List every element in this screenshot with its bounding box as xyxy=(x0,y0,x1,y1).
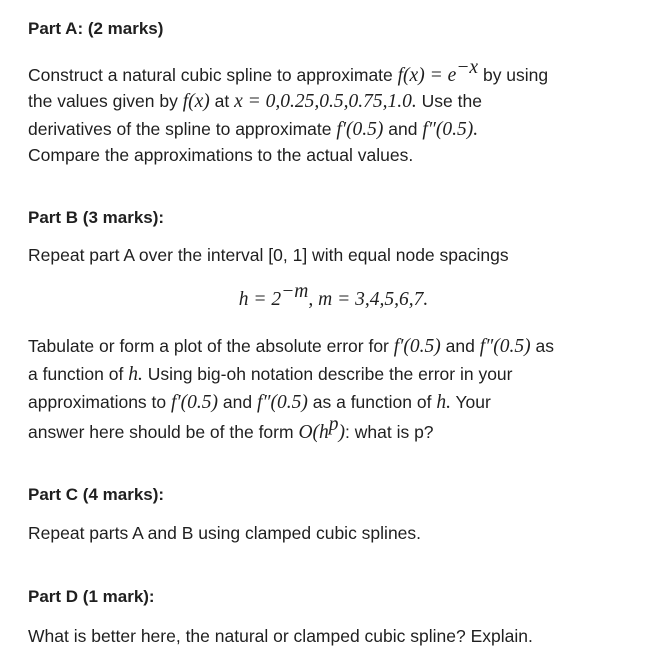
math-exponent: −x xyxy=(456,57,479,78)
math: f″(0.5). xyxy=(422,119,479,140)
text: Use the xyxy=(416,91,482,111)
math: ) xyxy=(338,422,346,443)
math: h = 2 xyxy=(238,289,282,310)
math: f″(0.5) xyxy=(256,392,308,413)
part-b-line-1: Repeat part A over the interval [0, 1] with equal node spacings xyxy=(28,245,509,265)
text: Tabulate or form a plot of the absolute error for xyxy=(28,336,394,356)
part-a-heading: Part A: (2 marks) xyxy=(28,19,164,38)
part-c-line-1: Repeat parts A and B using clamped cubic splines. xyxy=(28,523,422,543)
text: : what is p? xyxy=(345,422,434,442)
text: and xyxy=(383,119,423,139)
text: Using big-oh notation describe the error in your xyxy=(142,364,513,384)
math: f(x) = e xyxy=(397,65,457,86)
math: x = 0,0.25,0.5,0.75,1.0. xyxy=(234,91,417,112)
text: as xyxy=(530,336,554,356)
text: as a function of xyxy=(307,392,437,412)
part-d-heading: Part D (1 mark): xyxy=(28,587,155,606)
text: a function of xyxy=(28,364,129,384)
part-b-line-2 xyxy=(28,335,554,358)
part-d-line-1: What is better here, the natural or clamped cubic spline? Explain. xyxy=(28,626,533,646)
part-a-line-2 xyxy=(28,90,482,113)
text: Your xyxy=(450,392,491,412)
math: h. xyxy=(128,364,143,385)
text: derivatives of the spline to approximate xyxy=(28,119,337,139)
part-a-line-3 xyxy=(28,118,478,141)
math: f(x) xyxy=(182,91,210,112)
text: and xyxy=(440,336,480,356)
math: f′(0.5) xyxy=(171,392,219,413)
text: by using xyxy=(478,65,549,85)
math: f′(0.5) xyxy=(393,336,441,357)
math: O(h xyxy=(298,422,329,443)
math: f″(0.5) xyxy=(479,336,531,357)
part-b-line-5 xyxy=(28,414,434,444)
text: the values given by xyxy=(28,91,183,111)
math: f′(0.5) xyxy=(336,119,384,140)
part-b-line-4 xyxy=(28,391,491,414)
text: approximations to xyxy=(28,392,171,412)
part-b-equation xyxy=(0,281,667,312)
text: Construct a natural cubic spline to approximate xyxy=(28,65,398,85)
math-exponent: −m xyxy=(281,281,309,302)
part-b-line-3 xyxy=(28,363,513,386)
part-c-heading: Part C (4 marks): xyxy=(28,485,165,504)
math: , m = 3,4,5,6,7. xyxy=(308,289,429,310)
part-a-line-4: Compare the approximations to the actual values. xyxy=(28,145,414,165)
text: at xyxy=(209,91,235,111)
text: answer here should be of the form xyxy=(28,422,299,442)
part-a-line-1 xyxy=(28,57,549,87)
math: h. xyxy=(436,392,451,413)
text: and xyxy=(218,392,257,412)
math-exponent: p xyxy=(328,414,339,435)
part-b-heading: Part B (3 marks): xyxy=(28,208,165,227)
